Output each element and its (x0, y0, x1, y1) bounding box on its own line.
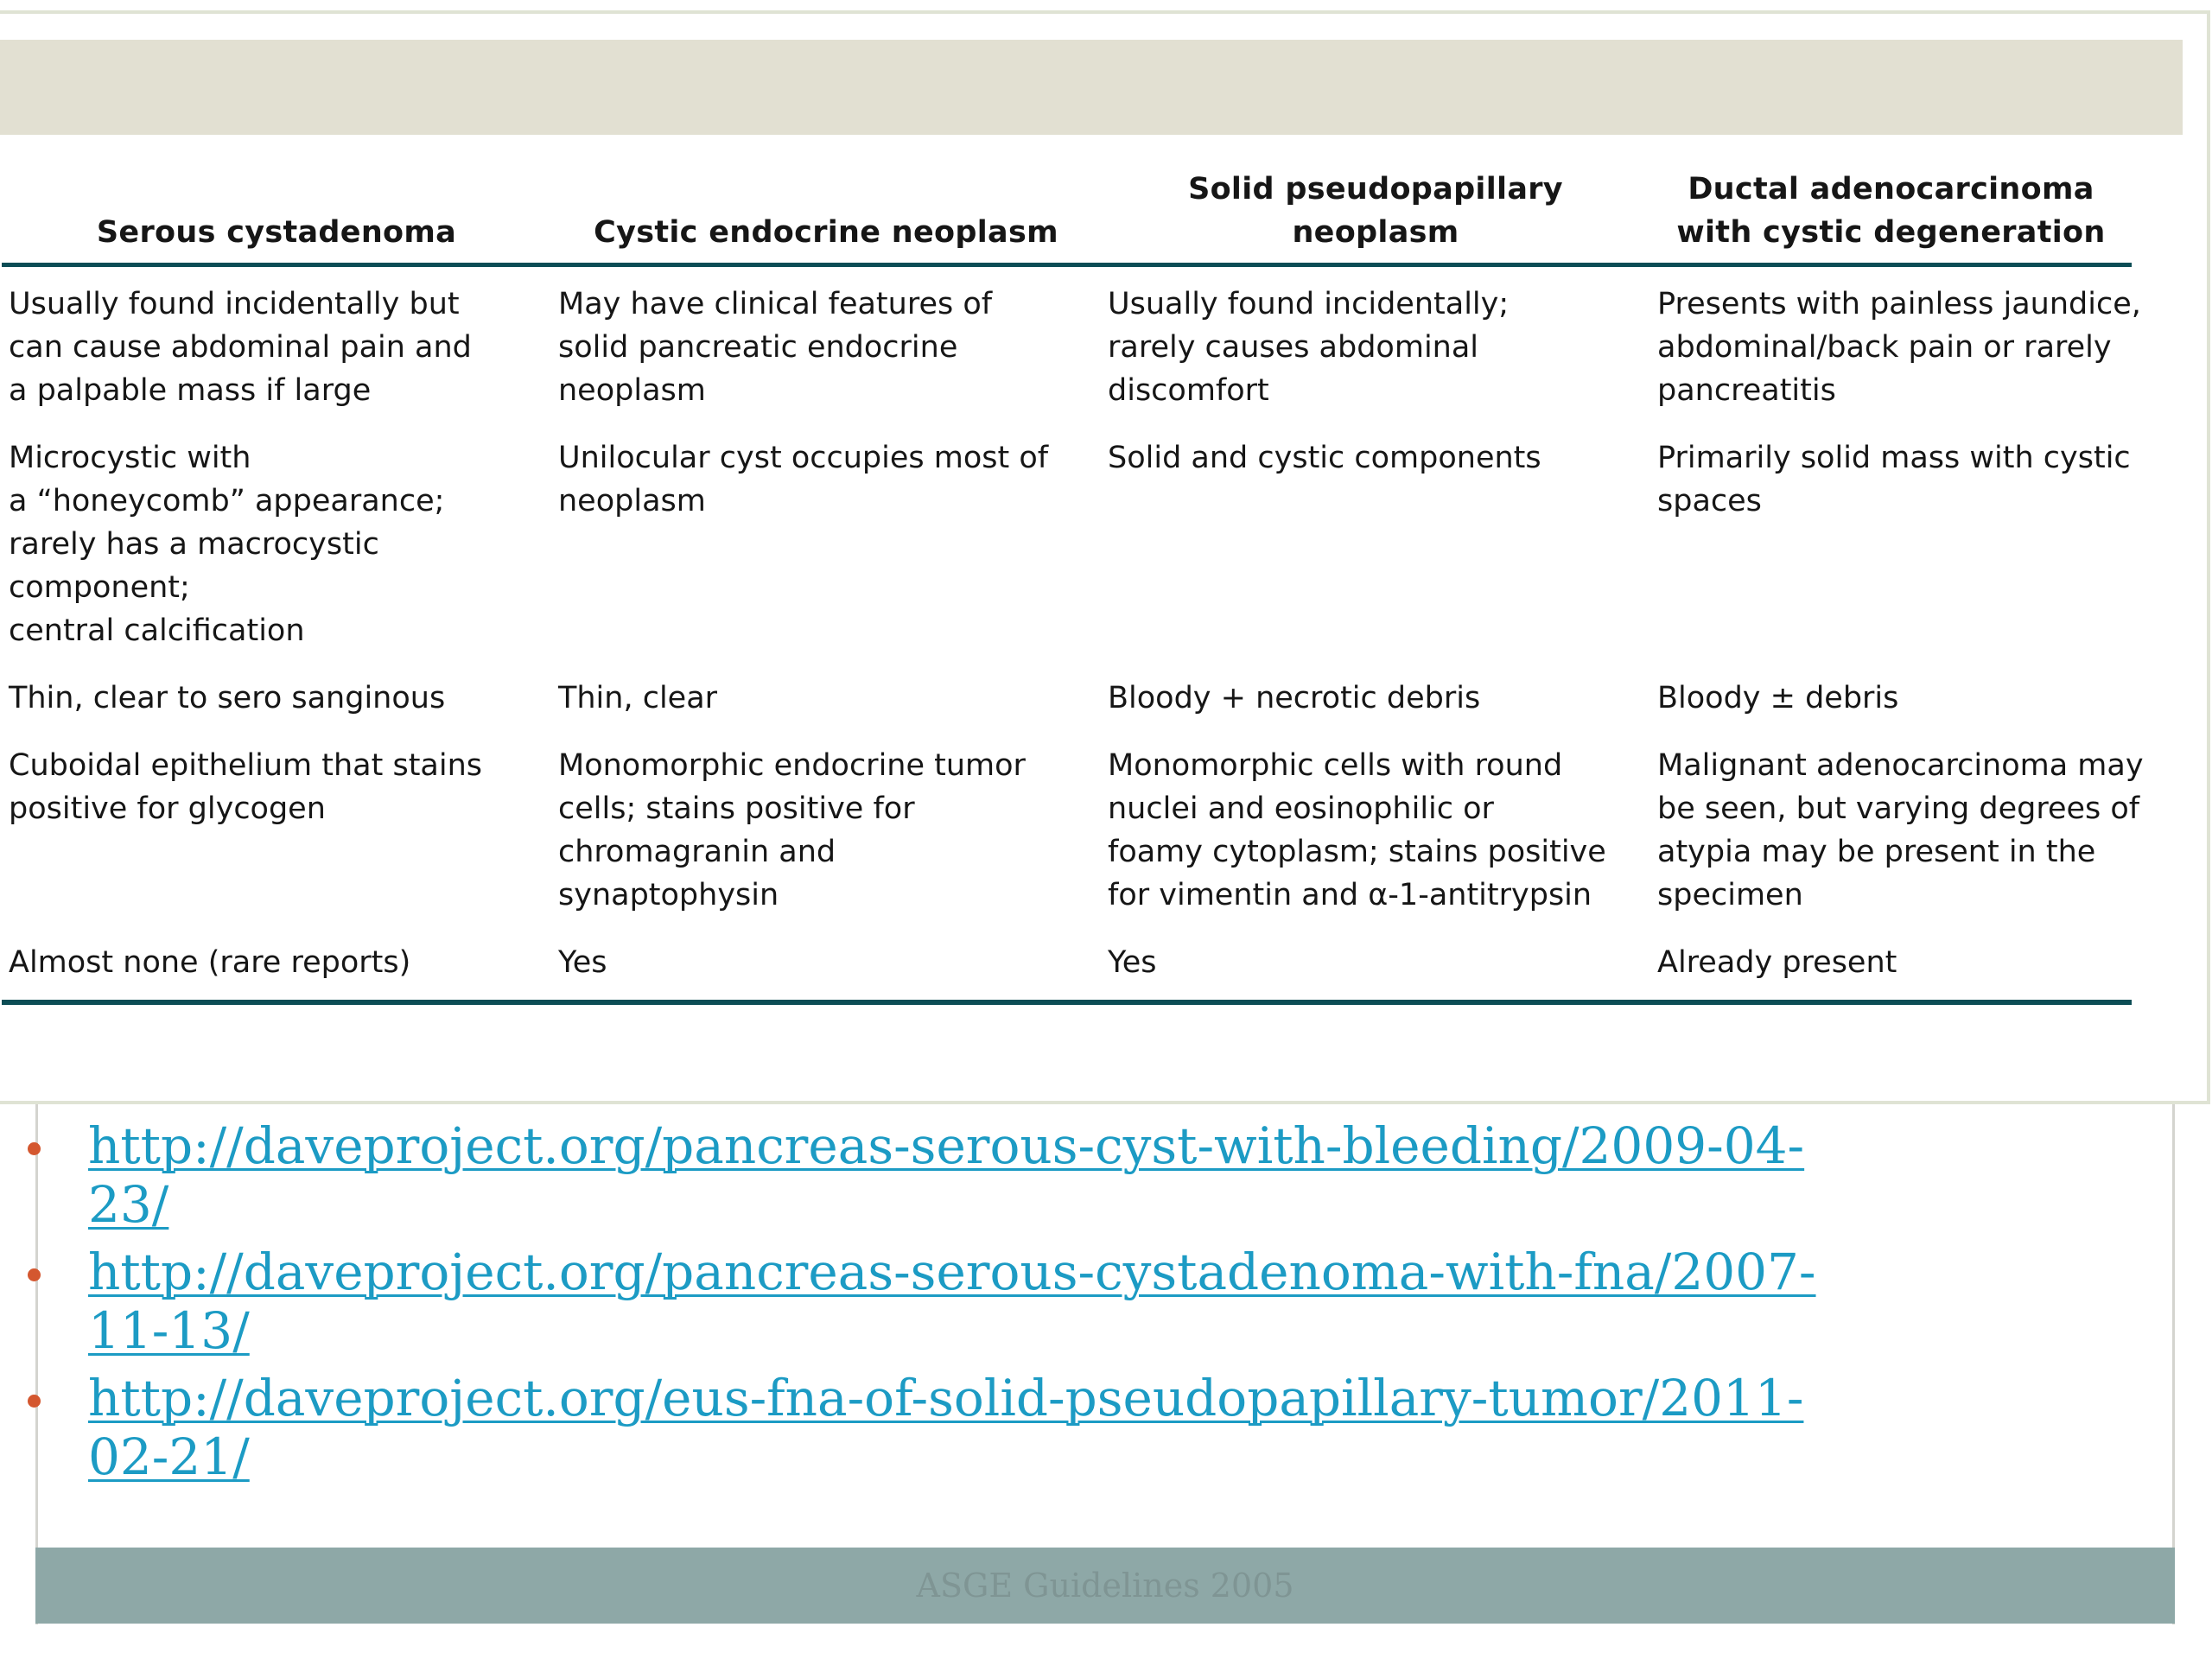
cell-text-line: positive for glycogen (9, 791, 326, 826)
cell-text-line: for vimentin and α-1-antitrypsin (1108, 878, 1592, 912)
table-row (2, 436, 2132, 677)
table-header-band (0, 40, 2183, 135)
table-cell (2, 677, 551, 744)
cell-text-line: Yes (558, 945, 607, 980)
cell-text-line: discomfort (1108, 373, 1269, 408)
table-cell (1650, 941, 2132, 1002)
table-cell (1650, 677, 2132, 744)
cell-text-line: May have clinical features of (558, 287, 993, 321)
header-cell: Ductal adenocarcinoma with cystic degeneration (1650, 152, 2132, 265)
table-image-panel (0, 10, 2210, 1104)
list-item (28, 1116, 2015, 1234)
table-cell (551, 744, 1101, 941)
cell-text-line: pancreatitis (1657, 373, 1836, 408)
header-cell: Serous cystadenoma (2, 152, 551, 265)
cell-text-line: neoplasm (558, 484, 706, 518)
table-cell (1650, 265, 2141, 437)
list-item (28, 1243, 2015, 1360)
table-row (2, 265, 2132, 437)
table-cell (2, 436, 551, 677)
table-row (2, 941, 2132, 1002)
cell-text-line: Primarily solid mass with cystic (1657, 441, 2131, 475)
bullet-icon (28, 1142, 41, 1155)
cell-text-line: Bloody + necrotic debris (1108, 681, 1481, 715)
table-cell (1101, 436, 1650, 677)
cell-text-line: foamy cytoplasm; stains positive (1108, 835, 1606, 869)
header-cell: Solid pseudopapillary neoplasm (1101, 152, 1650, 265)
table-cell (2, 744, 551, 941)
table-row (2, 744, 2132, 941)
cell-text-line: atypia may be present in the (1657, 835, 2096, 869)
table-cell (1101, 941, 1650, 1002)
cell-text-line: synaptophysin (558, 878, 779, 912)
cell-text-line: cells; stains positive for (558, 791, 915, 826)
cell-text-line: Usually found incidentally but (9, 287, 460, 321)
cell-text-line: be seen, but varying degrees of (1657, 791, 2140, 826)
cell-text-line: specimen (1657, 878, 1803, 912)
table-cell (551, 677, 1101, 744)
cell-text-line: rarely has a macrocystic (9, 527, 379, 562)
table-cell (1650, 744, 2144, 941)
cell-text-line: Microcystic with (9, 441, 251, 475)
cyst-comparison-table (2, 152, 2144, 1005)
table-cell (2, 941, 551, 1002)
cell-text-line: Thin, clear to sero sanginous (9, 681, 446, 715)
cell-text-line: nuclei and eosinophilic or (1108, 791, 1494, 826)
cell-text-line: Monomorphic cells with round (1108, 748, 1563, 783)
reference-link[interactable]: http://daveproject.org/pancreas-serous-cyst-with-bleeding/2009-04- 23/ (88, 1116, 1805, 1234)
cell-text-line: Solid and cystic components (1108, 441, 1541, 475)
footer-caption: ASGE Guidelines 2005 (916, 1567, 1294, 1605)
table-cell (1101, 744, 1650, 941)
table-cell (1101, 677, 1650, 744)
table-cell (551, 436, 1101, 677)
cell-text-line: central calcification (9, 613, 305, 648)
cell-text-line: Thin, clear (558, 681, 718, 715)
bullet-icon (28, 1395, 41, 1408)
cell-text-line: Malignant adenocarcinoma may (1657, 748, 2144, 783)
table-cell (1101, 265, 1650, 437)
cell-text-line: component; (9, 570, 190, 605)
header-cell: Cystic endocrine neoplasm (551, 152, 1101, 265)
cell-text-line: can cause abdominal pain and (9, 330, 472, 365)
cell-text-line: abdominal/back pain or rarely (1657, 330, 2112, 365)
table-cell (1650, 436, 2132, 677)
reference-link[interactable]: http://daveproject.org/eus-fna-of-solid-pseudopapillary-tumor/2011- 02-21/ (88, 1369, 1804, 1486)
cell-text-line: Monomorphic endocrine tumor (558, 748, 1026, 783)
cell-text-line: spaces (1657, 484, 1762, 518)
cell-text-line: neoplasm (558, 373, 706, 408)
cell-text-line: Already present (1657, 945, 1897, 980)
bullet-icon (28, 1268, 41, 1281)
cell-text-line: Usually found incidentally; (1108, 287, 1510, 321)
cell-text-line: Bloody ± debris (1657, 681, 1899, 715)
table-header-row (2, 152, 2132, 265)
reference-link[interactable]: http://daveproject.org/pancreas-serous-cystadenoma-with-fna/2007- 11-13/ (88, 1243, 1816, 1360)
table-cell (2, 265, 551, 437)
cell-text-line: Unilocular cyst occupies most of (558, 441, 1049, 475)
footer-band (35, 1548, 2175, 1624)
reference-link-list (28, 1116, 2015, 1495)
cell-text-line: Cuboidal epithelium that stains (9, 748, 483, 783)
cell-text-line: Yes (1108, 945, 1157, 980)
cell-text-line: a “honeycomb” appearance; (9, 484, 445, 518)
cell-text-line: rarely causes abdominal (1108, 330, 1479, 365)
cell-text-line: solid pancreatic endocrine (558, 330, 958, 365)
table-row (2, 677, 2132, 744)
cell-text-line: Almost none (rare reports) (9, 945, 411, 980)
cell-text-line: Presents with painless jaundice, (1657, 287, 2141, 321)
cell-text-line: chromagranin and (558, 835, 836, 869)
cell-text-line: a palpable mass if large (9, 373, 372, 408)
list-item (28, 1369, 2015, 1486)
table-cell (551, 265, 1101, 437)
table-cell (551, 941, 1101, 1002)
